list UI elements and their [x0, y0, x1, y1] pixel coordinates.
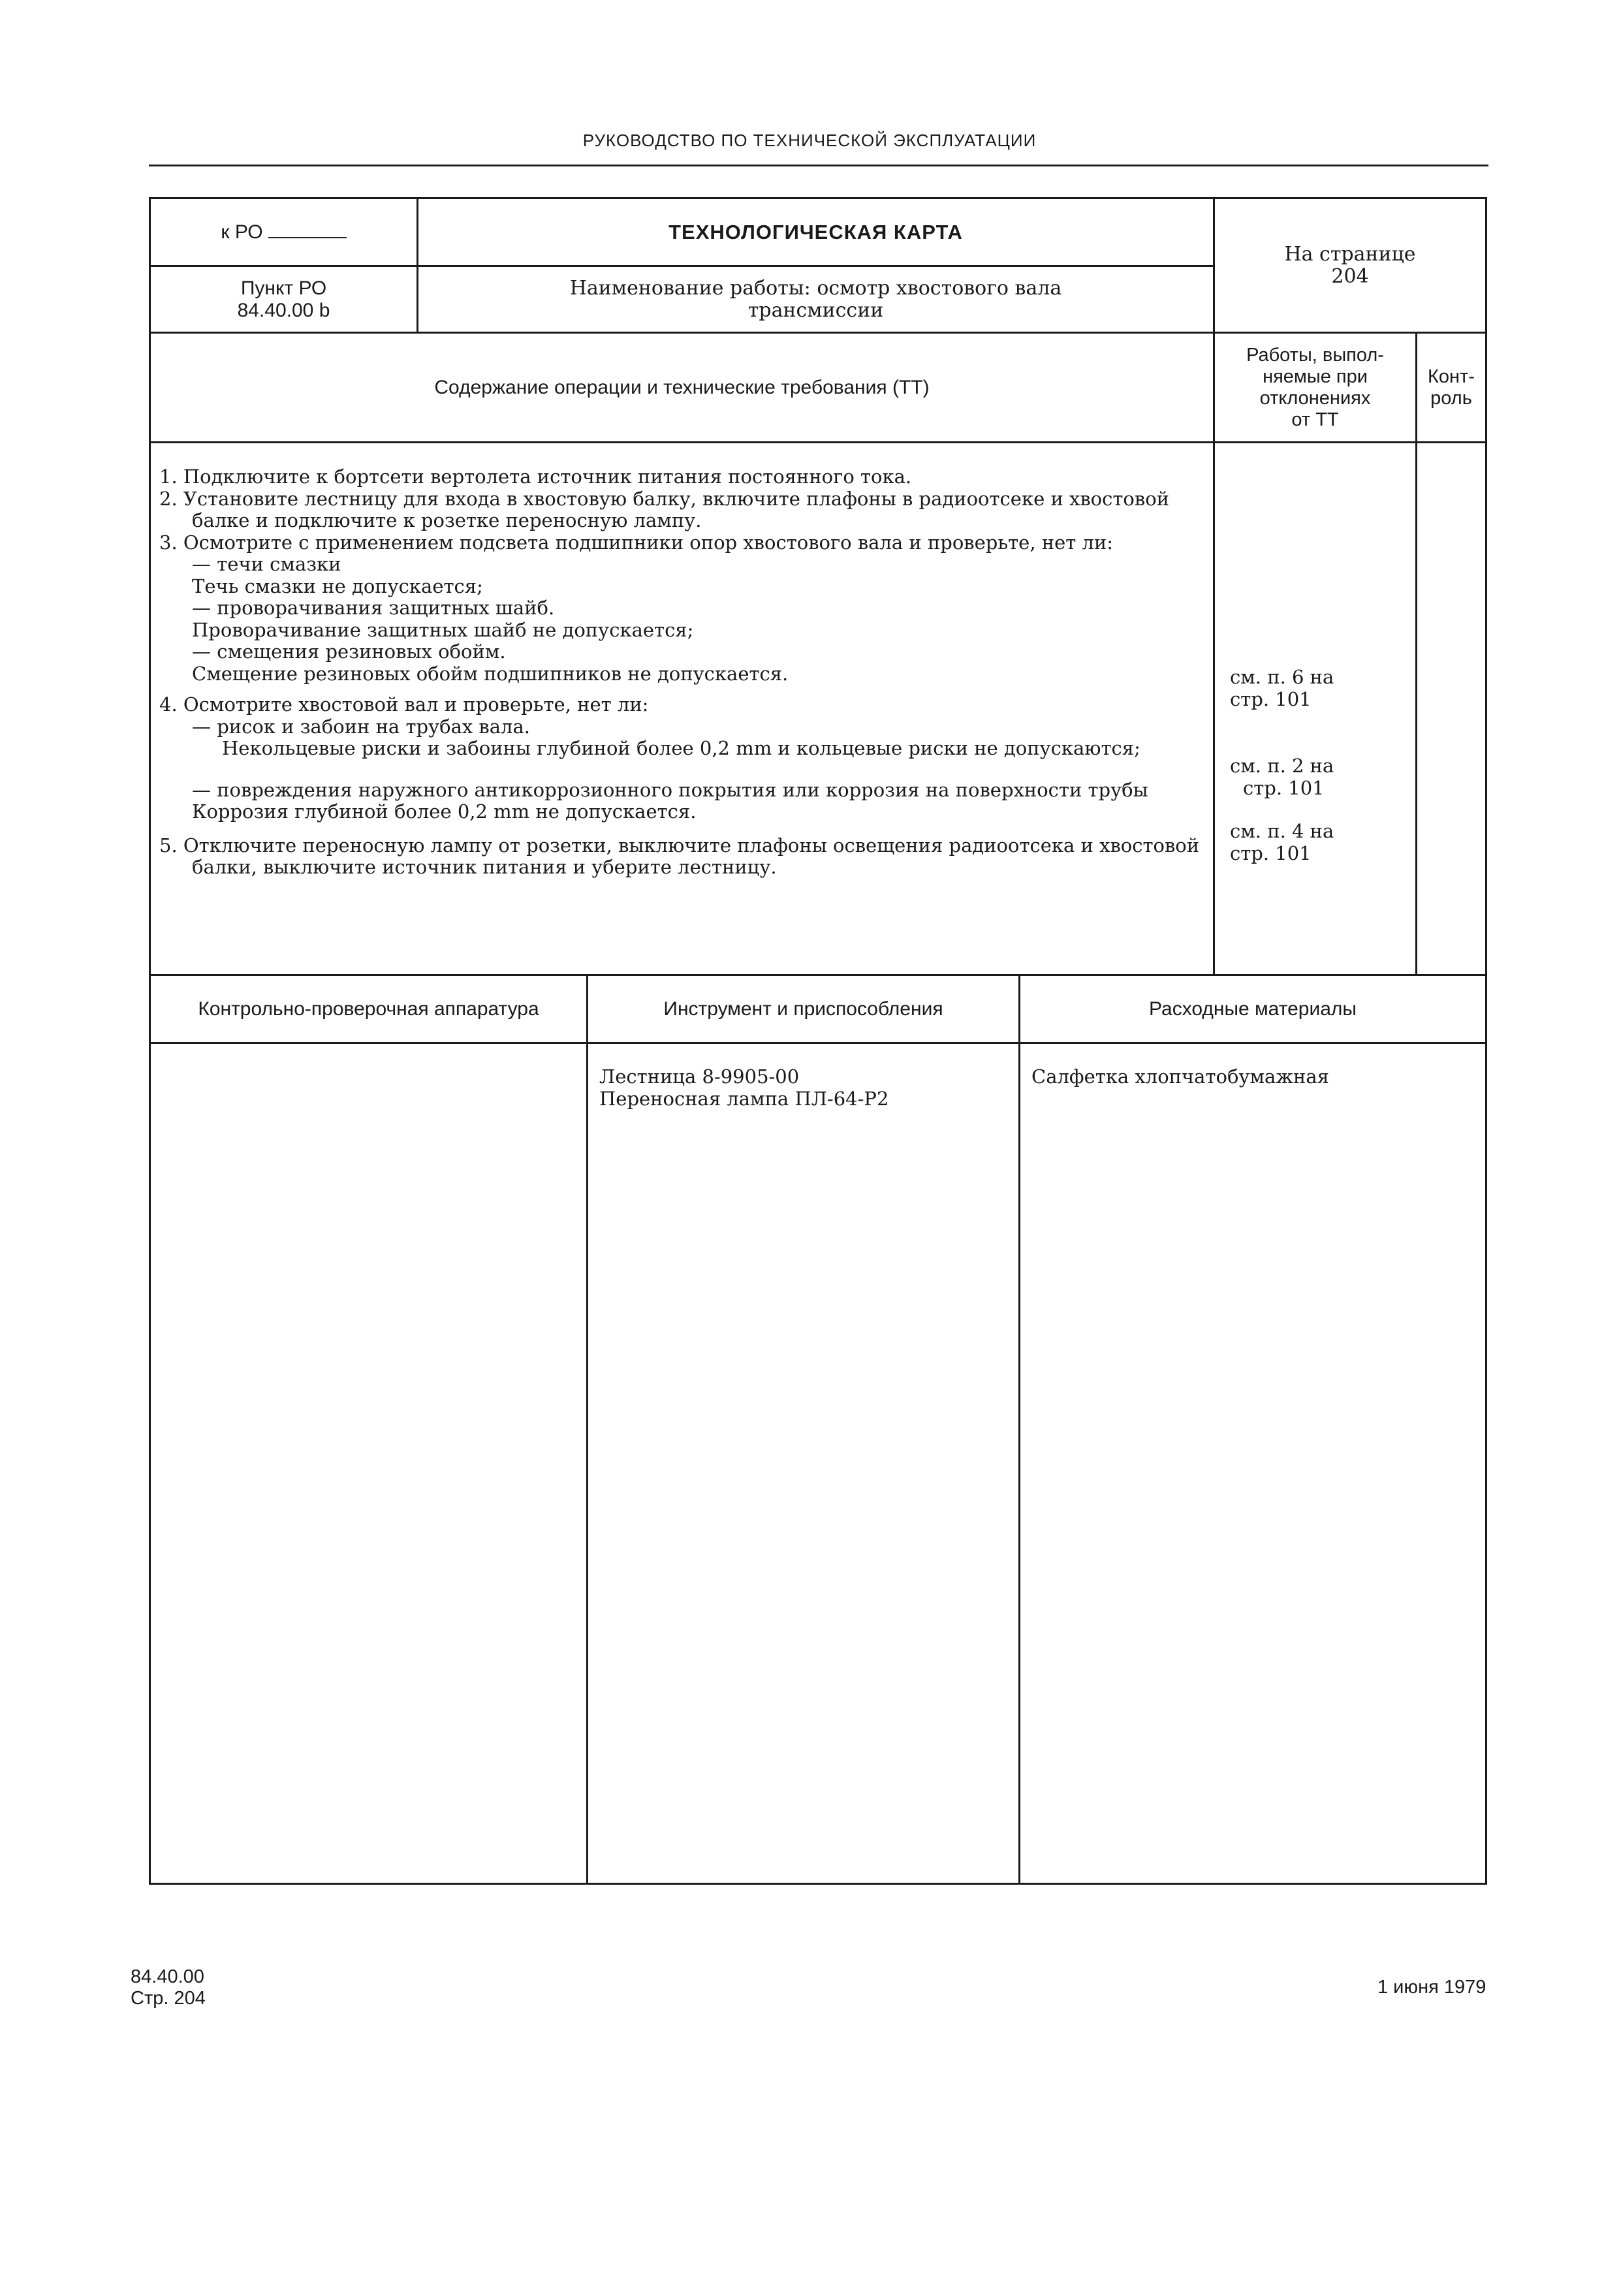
- operation-line: — повреждения наружного антикоррозионного покрытия или коррозия на поверхности трубы: [192, 778, 1148, 801]
- deviation-ref-line: стр. 101: [1230, 688, 1312, 710]
- footer-left: [131, 1966, 206, 2009]
- header-materials: Расходные материалы: [1149, 998, 1357, 1020]
- column-header-control: [1417, 334, 1485, 441]
- operation-line: — течи смазки: [192, 553, 341, 575]
- table-row-divider: [149, 1042, 1487, 1044]
- ref-blank-line: [268, 237, 347, 238]
- operation-line: — проворачивания защитных шайб.: [192, 597, 555, 619]
- column-header-content: Содержание операции и технические требования (ТТ): [434, 376, 930, 398]
- operation-line: Проворачивание защитных шайб не допускается;: [192, 618, 694, 641]
- footer-page: Стр. 204: [131, 1988, 206, 2009]
- deviations-header-line: отклонениях: [1259, 387, 1371, 409]
- operation-line: 5. Отключите переносную лампу от розетки, выключите плафоны освещения радиоотсека и хвостовой: [159, 834, 1200, 857]
- page-cell: [1215, 199, 1485, 332]
- tool-item: Переносная лампа ПЛ-64-Р2: [599, 1088, 889, 1110]
- operation-line: балки, выключите источник питания и уберите лестницу.: [192, 856, 777, 878]
- footer-date: 1 июня 1979: [1377, 1977, 1486, 1998]
- deviations-header-line: няемые при: [1263, 366, 1368, 387]
- table-border-bottom: [149, 1883, 1487, 1885]
- header-rule: [149, 165, 1488, 166]
- work-name-cell: [418, 267, 1213, 332]
- ref-label: к РО: [221, 221, 263, 243]
- deviations-header-line: от ТТ: [1291, 409, 1339, 430]
- deviation-ref: [1230, 820, 1413, 864]
- operation-line: 1. Подключите к бортсети вертолета источник питания постоянного тока.: [159, 465, 912, 488]
- header-tools: Инструмент и приспособления: [663, 998, 943, 1020]
- header-equipment: Контрольно-проверочная аппаратура: [198, 998, 539, 1020]
- table-border-right: [1485, 197, 1487, 1885]
- work-name-line1: Наименование работы: осмотр хвостового вала: [569, 276, 1062, 300]
- table-col-divider: [586, 974, 588, 1883]
- operation-line: 3. Осмотрите с применением подсвета подшипники опор хвостового вала и проверьте, нет ли:: [159, 531, 1114, 554]
- deviation-ref-line: см. п. 6 на: [1230, 666, 1334, 688]
- item-cell: [151, 267, 417, 332]
- operation-line: Течь смазки не допускается;: [192, 574, 483, 597]
- item-code: 84.40.00 b: [237, 299, 330, 321]
- deviation-ref-line: стр. 101: [1230, 842, 1312, 864]
- table-col-divider: [1018, 974, 1020, 1883]
- page-number: 204: [1331, 264, 1369, 288]
- card-title: ТЕХНОЛОГИЧЕСКАЯ КАРТА: [668, 220, 963, 244]
- deviation-ref: [1230, 666, 1413, 710]
- material-item: Салфетка хлопчатобумажная: [1031, 1065, 1329, 1088]
- footer-code: 84.40.00: [131, 1966, 204, 1987]
- operation-line: — рисок и забоин на трубах вала.: [192, 715, 530, 738]
- operation-line: Коррозия глубиной более 0,2 mm не допускается.: [192, 800, 697, 823]
- deviation-ref-line: см. п. 2 на: [1230, 755, 1334, 777]
- operations-list: [159, 466, 1206, 879]
- operation-line: балке и подключите к розетке переносную лампу.: [192, 509, 702, 531]
- operation-line: — смещения резиновых обойм.: [192, 640, 506, 663]
- work-name-line2: трансмиссии: [747, 298, 884, 322]
- tool-item: Лестница 8-9905-00: [599, 1065, 800, 1088]
- tools-list: [599, 1065, 1004, 1110]
- materials-list: [1031, 1065, 1475, 1088]
- document-header-title: РУКОВОДСТВО ПО ТЕХНИЧЕСКОЙ ЭКСПЛУАТАЦИИ: [582, 131, 1037, 150]
- control-header-line: роль: [1430, 387, 1472, 409]
- ref-cell: [151, 199, 417, 265]
- operation-line: Некольцевые риски и забоины глубиной более 0,2 mm и кольцевые риски не допускаются;: [222, 737, 1140, 759]
- deviation-ref-line: стр. 101: [1243, 777, 1325, 799]
- deviation-ref-line: см. п. 4 на: [1230, 820, 1334, 842]
- table-row-divider: [149, 441, 1487, 443]
- deviation-ref: [1230, 755, 1413, 799]
- operation-line: 4. Осмотрите хвостовой вал и проверьте, нет ли:: [159, 693, 649, 716]
- deviations-header-line: Работы, выпол-: [1246, 344, 1384, 366]
- operation-line: Смещение резиновых обойм подшипников не допускается.: [192, 662, 789, 685]
- operation-line: 2. Установите лестницу для входа в хвостовую балку, включите плафоны в радиоотсеке и хвостовой: [159, 487, 1169, 510]
- item-label: Пункт РО: [240, 277, 327, 299]
- control-header-line: Конт-: [1428, 366, 1475, 387]
- column-header-deviations: [1215, 334, 1415, 441]
- page-label: На странице: [1284, 242, 1416, 266]
